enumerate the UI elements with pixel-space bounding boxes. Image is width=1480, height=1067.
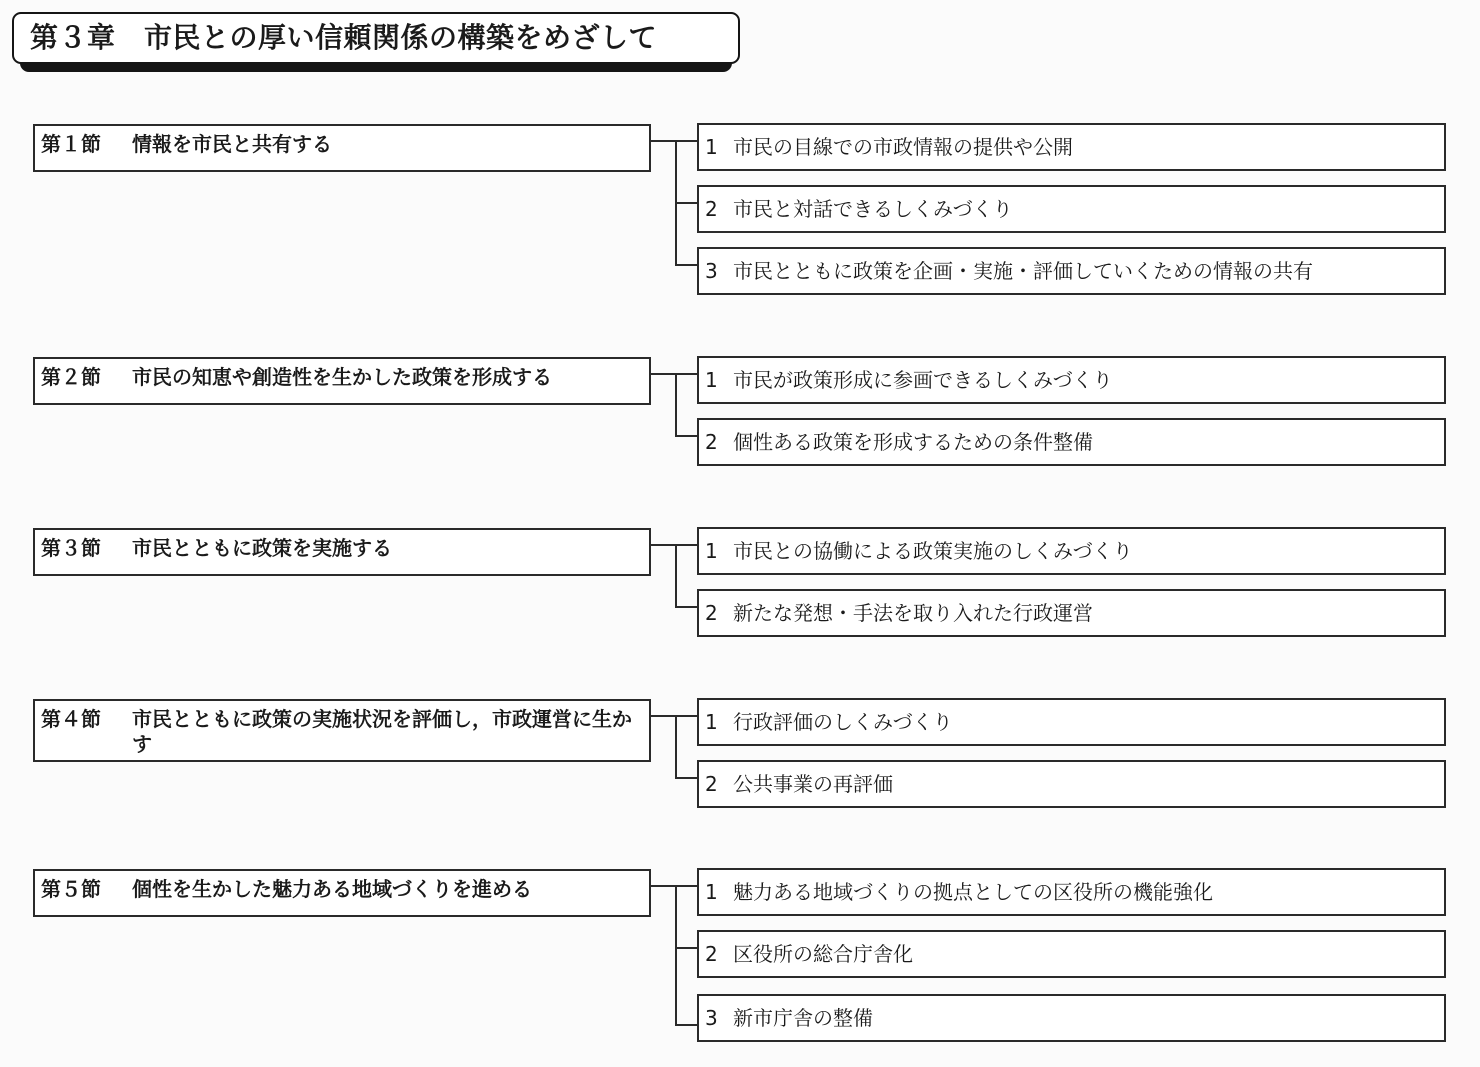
item-number: 2: [705, 430, 718, 454]
connector-branch: [675, 1024, 697, 1026]
item-number: 1: [705, 710, 718, 734]
connector-branch: [675, 264, 697, 266]
item-number: 3: [705, 259, 718, 283]
section-5-item-2: [697, 930, 1446, 978]
section-3-item-1: [697, 527, 1446, 575]
section-title: 個性を生かした魅力ある地域づくりを進める: [132, 877, 532, 901]
section-2-item-2: [697, 418, 1446, 466]
item-text: 新たな発想・手法を取り入れた行政運営: [733, 601, 1093, 625]
item-text: 公共事業の再評価: [733, 772, 893, 796]
section-label: 第１節: [41, 132, 101, 156]
section-3-item-2: [697, 589, 1446, 637]
item-text: 行政評価のしくみづくり: [733, 710, 953, 734]
section-3-box: [33, 528, 651, 576]
connector-trunk: [675, 544, 677, 608]
section-5-box: [33, 869, 651, 917]
connector-line: [651, 715, 675, 717]
item-text: 新市庁舎の整備: [733, 1006, 873, 1030]
section-label: 第２節: [41, 365, 101, 389]
section-1-item-2: [697, 185, 1446, 233]
connector-branch: [675, 373, 697, 375]
item-text: 市民が政策形成に参画できるしくみづくり: [733, 368, 1113, 392]
section-2-box: [33, 357, 651, 405]
connector-line: [651, 544, 675, 546]
item-number: 3: [705, 1006, 718, 1030]
section-title: 市民とともに政策の実施状況を評価し，市政運営に生かす: [132, 707, 632, 756]
connector-branch: [675, 435, 697, 437]
section-label: 第４節: [41, 707, 101, 731]
item-number: 2: [705, 197, 718, 221]
item-number: 2: [705, 942, 718, 966]
item-number: 1: [705, 368, 718, 392]
connector-branch: [675, 544, 697, 546]
item-number: 1: [705, 135, 718, 159]
section-label: 第５節: [41, 877, 101, 901]
chapter-title: 第３章 市民との厚い信頼関係の構築をめざして: [12, 12, 740, 64]
item-text: 市民とともに政策を企画・実施・評価していくための情報の共有: [733, 259, 1313, 283]
item-text: 市民と対話できるしくみづくり: [733, 197, 1013, 221]
item-text: 市民の目線での市政情報の提供や公開: [733, 135, 1073, 159]
section-title: 市民の知恵や創造性を生かした政策を形成する: [132, 365, 552, 389]
item-text: 魅力ある地域づくりの拠点としての区役所の機能強化: [733, 880, 1213, 904]
section-1-item-3: [697, 247, 1446, 295]
connector-branch: [675, 777, 697, 779]
section-label: 第３節: [41, 536, 101, 560]
section-5-item-1: [697, 868, 1446, 916]
section-1-item-1: [697, 123, 1446, 171]
item-text: 市民との協働による政策実施のしくみづくり: [733, 539, 1133, 563]
connector-branch: [675, 715, 697, 717]
section-2-item-1: [697, 356, 1446, 404]
connector-line: [651, 373, 675, 375]
section-title: 情報を市民と共有する: [132, 132, 332, 156]
item-number: 1: [705, 539, 718, 563]
section-5-item-3: [697, 994, 1446, 1042]
connector-branch: [675, 202, 697, 204]
section-title: 市民とともに政策を実施する: [132, 536, 392, 560]
item-text: 区役所の総合庁舎化: [733, 942, 913, 966]
section-4-item-2: [697, 760, 1446, 808]
item-text: 個性ある政策を形成するための条件整備: [733, 430, 1093, 454]
section-1-box: [33, 124, 651, 172]
connector-trunk: [675, 885, 677, 1026]
item-number: 2: [705, 601, 718, 625]
connector-branch: [675, 140, 697, 142]
section-4-box: [33, 699, 651, 762]
item-number: 1: [705, 880, 718, 904]
connector-line: [651, 885, 675, 887]
chapter-title-block: [12, 12, 724, 64]
connector-trunk: [675, 373, 677, 437]
connector-trunk: [675, 715, 677, 779]
section-4-item-1: [697, 698, 1446, 746]
connector-branch: [675, 885, 697, 887]
connector-branch: [675, 947, 697, 949]
connector-branch: [675, 606, 697, 608]
item-number: 2: [705, 772, 718, 796]
connector-line: [651, 140, 675, 142]
